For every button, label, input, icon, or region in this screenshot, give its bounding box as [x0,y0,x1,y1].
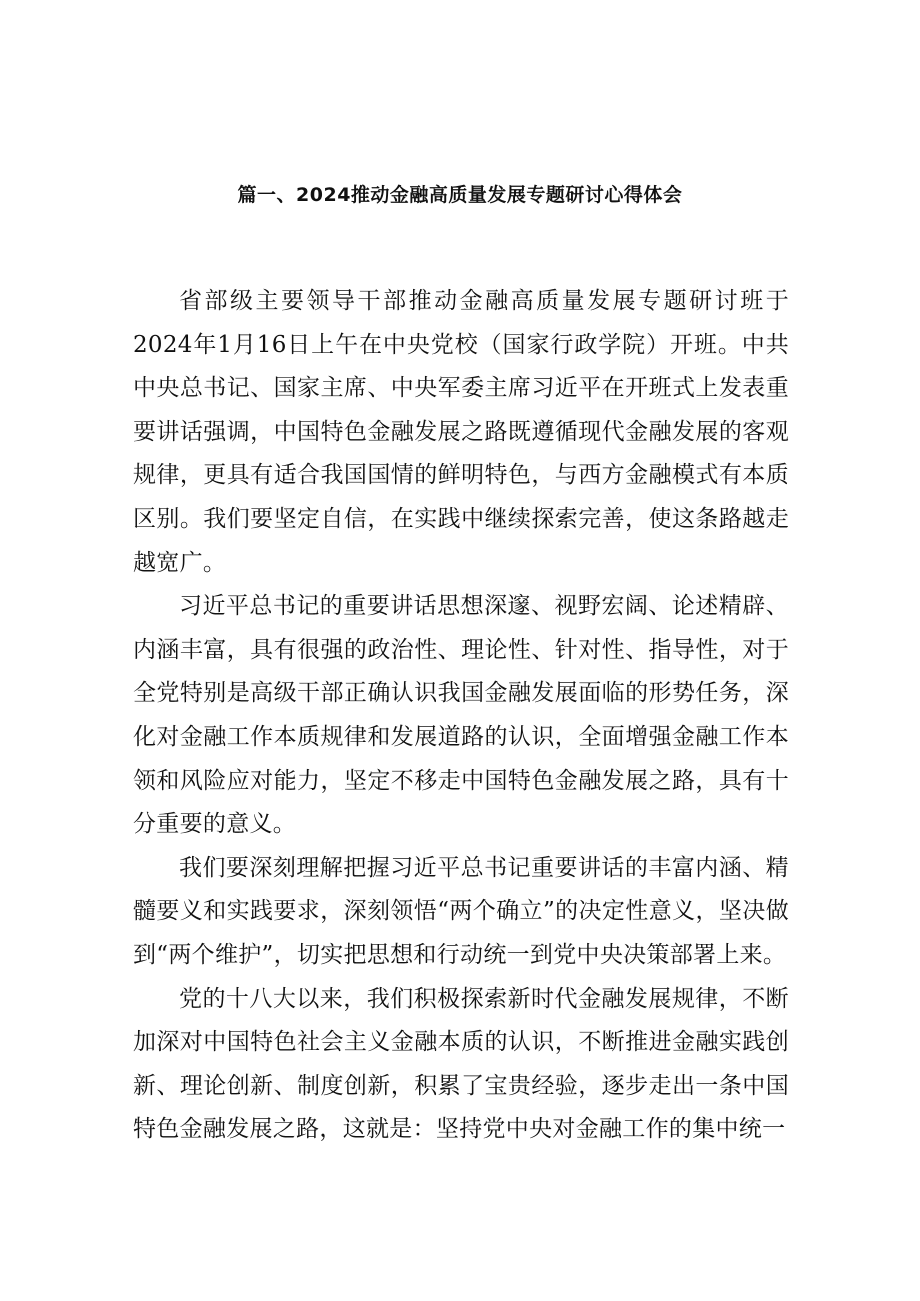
paragraph: 党的十八大以来，我们积极探索新时代金融发展规律，不断加深对中国特色社会主义金融本质的认识，不断推进金融实践创新、理论创新、制度创新，积累了宝贵经验，逐步走出一条中国特色金融发展之路，这就是：坚持党中央对金融工作的集中统一 [133,985,789,1143]
paragraph: 省部级主要领导干部推动金融高质量发展专题研讨班于2024年1月16日上午在中央党校（国家行政学院）开班。中共中央总书记、国家主席、中央军委主席习近平在开班式上发表重要讲话强调，中国特色金融发展之路既遵循现代金融发展的客观规律，更具有适合我国国情的鲜明特色，与西方金融模式有本质区别。我们要坚定自信，在实践中继续探索完善，使这条路越走越宽广。 [133,288,789,576]
document-body [133,280,789,1152]
paragraph: 习近平总书记的重要讲话思想深邃、视野宏阔、论述精辟、内涵丰富，具有很强的政治性、理论性、针对性、指导性，对于全党特别是高级干部正确认识我国金融发展面临的形势任务，深化对金融工作本质规律和发展道路的认识，全面增强金融工作本领和风险应对能力，坚定不移走中国特色金融发展之路，具有十分重要的意义。 [133,593,789,838]
document-title: 篇一、2024推动金融高质量发展专题研讨心得体会 [237,184,683,206]
paragraph: 我们要深刻理解把握习近平总书记重要讲话的丰富内涵、精髓要义和实践要求，深刻领悟“两个确立”的决定性意义，坚决做到“两个维护”，切实把思想和行动统一到党中央决策部署上来。 [133,854,789,968]
